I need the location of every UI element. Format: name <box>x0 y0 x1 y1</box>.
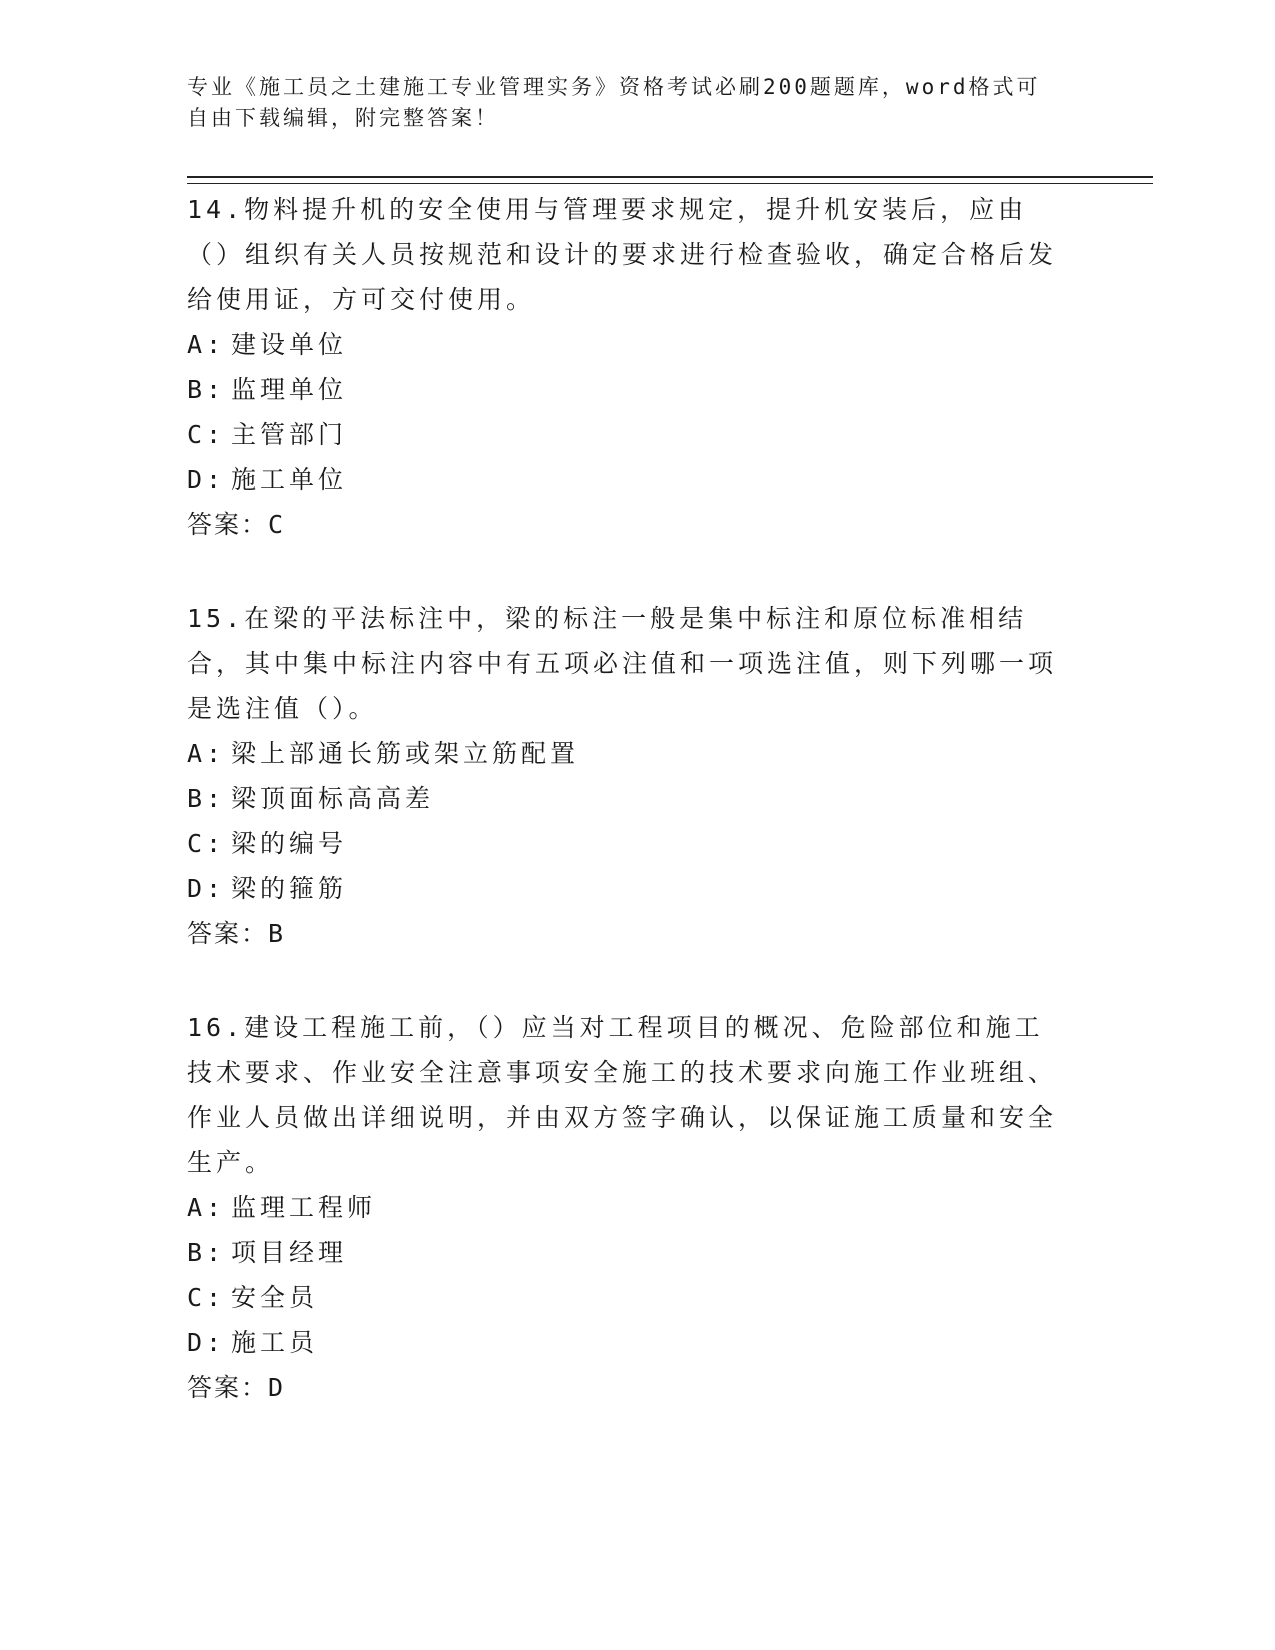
option-text: 施工单位 <box>231 465 348 494</box>
option-d <box>187 866 1067 911</box>
header-divider <box>187 176 1153 184</box>
question-number: 15. <box>187 604 245 633</box>
option-key: C: <box>187 829 226 858</box>
answer-label: 答案： <box>187 919 269 948</box>
option-key: B: <box>187 784 226 813</box>
question-stem <box>187 1005 1067 1185</box>
option-text: 项目经理 <box>231 1238 348 1267</box>
question-text: 物料提升机的安全使用与管理要求规定，提升机安装后，应由（）组织有关人员按规范和设计的要求进行检查验收，确定合格后发给使用证，方可交付使用。 <box>187 195 1058 314</box>
answer-value: B <box>268 919 286 948</box>
question-15 <box>187 596 1067 957</box>
question-number: 14. <box>187 195 245 224</box>
option-key: D: <box>187 465 226 494</box>
option-b <box>187 367 1067 412</box>
answer-label: 答案： <box>187 1373 269 1402</box>
option-text: 梁顶面标高高差 <box>231 784 435 813</box>
answer-label: 答案： <box>187 510 269 539</box>
header-line-2: 自由下载编辑，附完整答案！ <box>187 106 499 130</box>
option-a <box>187 322 1067 367</box>
option-text: 监理单位 <box>231 375 348 404</box>
option-a <box>187 1185 1067 1230</box>
question-text: 建设工程施工前，（）应当对工程项目的概况、危险部位和施工技术要求、作业安全注意事项安全施工的技术要求向施工作业班组、作业人员做出详细说明，并由双方签字确认，以保证施工质量和安全生产。 <box>187 1013 1058 1177</box>
option-c <box>187 821 1067 866</box>
option-c <box>187 1275 1067 1320</box>
answer-line <box>187 502 1067 548</box>
option-text: 安全员 <box>231 1283 319 1312</box>
option-key: B: <box>187 375 226 404</box>
option-key: A: <box>187 330 226 359</box>
option-d <box>187 1320 1067 1365</box>
option-text: 建设单位 <box>231 330 348 359</box>
option-text: 主管部门 <box>231 420 348 449</box>
question-16 <box>187 1005 1067 1411</box>
option-c <box>187 412 1067 457</box>
question-stem <box>187 596 1067 731</box>
option-d <box>187 457 1067 502</box>
answer-value: D <box>268 1373 286 1402</box>
question-14 <box>187 187 1067 548</box>
answer-value: C <box>268 510 286 539</box>
option-text: 梁上部通长筋或架立筋配置 <box>231 739 580 768</box>
answer-line <box>187 911 1067 957</box>
option-b <box>187 776 1067 821</box>
header-line-1: 专业《施工员之土建施工专业管理实务》资格考试必刷200题题库，word格式可 <box>187 75 1041 99</box>
option-key: A: <box>187 1193 226 1222</box>
option-key: D: <box>187 874 226 903</box>
question-number: 16. <box>187 1013 245 1042</box>
option-text: 梁的箍筋 <box>231 874 348 903</box>
option-text: 施工员 <box>231 1328 319 1357</box>
option-key: A: <box>187 739 226 768</box>
option-b <box>187 1230 1067 1275</box>
question-stem <box>187 187 1067 322</box>
option-text: 监理工程师 <box>231 1193 377 1222</box>
document-header <box>187 72 1067 134</box>
answer-line <box>187 1365 1067 1411</box>
option-text: 梁的编号 <box>231 829 348 858</box>
question-text: 在梁的平法标注中，梁的标注一般是集中标注和原位标准相结合，其中集中标注内容中有五项必注值和一项选注值，则下列哪一项是选注值（）。 <box>187 604 1058 723</box>
option-key: B: <box>187 1238 226 1267</box>
option-a <box>187 731 1067 776</box>
option-key: C: <box>187 1283 226 1312</box>
option-key: C: <box>187 420 226 449</box>
option-key: D: <box>187 1328 226 1357</box>
